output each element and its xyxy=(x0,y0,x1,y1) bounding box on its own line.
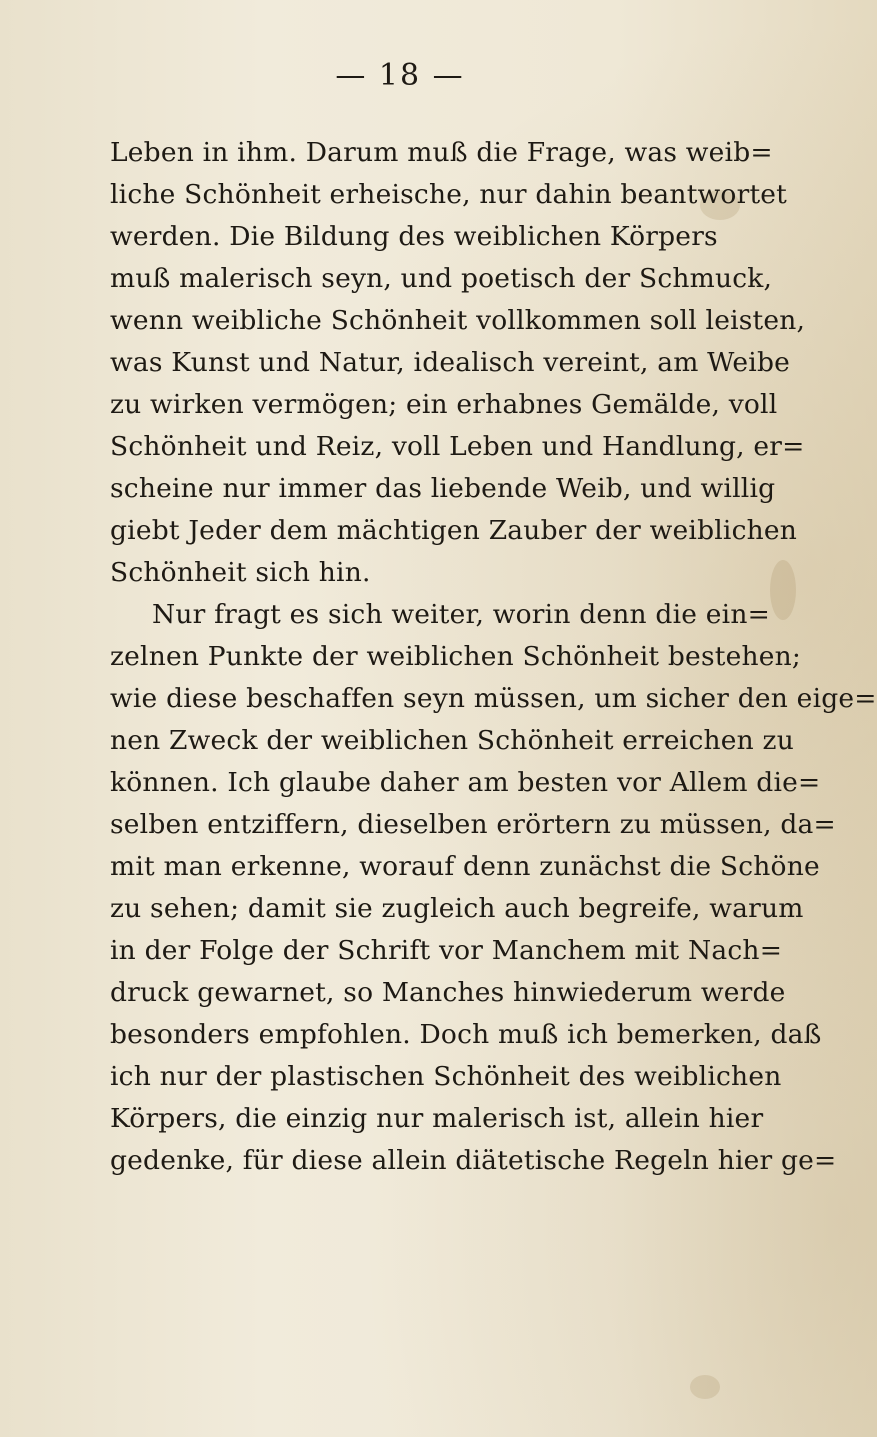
page-number: — 18 — xyxy=(335,58,465,93)
text-line: scheine nur immer das liebende Weib, und willig xyxy=(110,473,776,504)
text-line: Schönheit sich hin. xyxy=(110,557,371,588)
text-line: muß malerisch seyn, und poetisch der Schmuck, xyxy=(110,263,773,294)
paragraph-start-line: Nur fragt es sich weiter, worin denn die ein= xyxy=(152,599,770,630)
text-line: können. Ich glaube daher am besten vor Allem die= xyxy=(110,767,821,798)
text-line: mit man erkenne, worauf denn zunächst die Schöne xyxy=(110,851,820,882)
text-line: zu sehen; damit sie zugleich auch begreife, warum xyxy=(110,893,804,924)
text-line: Schönheit und Reiz, voll Leben und Handlung, er= xyxy=(110,431,805,462)
paper-stain xyxy=(690,1375,720,1399)
body-text xyxy=(110,132,877,1182)
text-line: druck gewarnet, so Manches hinwiederum werde xyxy=(110,977,786,1008)
text-line: in der Folge der Schrift vor Manchem mit Nach= xyxy=(110,935,783,966)
text-line: werden. Die Bildung des weiblichen Körpers xyxy=(110,221,718,252)
text-line: wie diese beschaffen seyn müssen, um sicher den eige= xyxy=(110,683,877,714)
text-line: Leben in ihm. Darum muß die Frage, was weib= xyxy=(110,137,773,168)
text-line: zu wirken vermögen; ein erhabnes Gemälde, voll xyxy=(110,389,778,420)
text-line: liche Schönheit erheische, nur dahin beantwortet xyxy=(110,179,788,210)
text-line: was Kunst und Natur, idealisch vereint, am Weibe xyxy=(110,347,791,378)
text-line: Körpers, die einzig nur malerisch ist, allein hier xyxy=(110,1103,764,1134)
text-line: ich nur der plastischen Schönheit des weiblichen xyxy=(110,1061,782,1092)
text-line: gedenke, für diese allein diätetische Regeln hier ge= xyxy=(110,1145,837,1176)
text-line: besonders empfohlen. Doch muß ich bemerken, daß xyxy=(110,1019,822,1050)
text-line: nen Zweck der weiblichen Schönheit erreichen zu xyxy=(110,725,794,756)
text-line: wenn weibliche Schönheit vollkommen soll leisten, xyxy=(110,305,806,336)
text-line: zelnen Punkte der weiblichen Schönheit bestehen; xyxy=(110,641,802,672)
text-line: giebt Jeder dem mächtigen Zauber der weiblichen xyxy=(110,515,798,546)
text-line: selben entziffern, dieselben erörtern zu müssen, da= xyxy=(110,809,836,840)
